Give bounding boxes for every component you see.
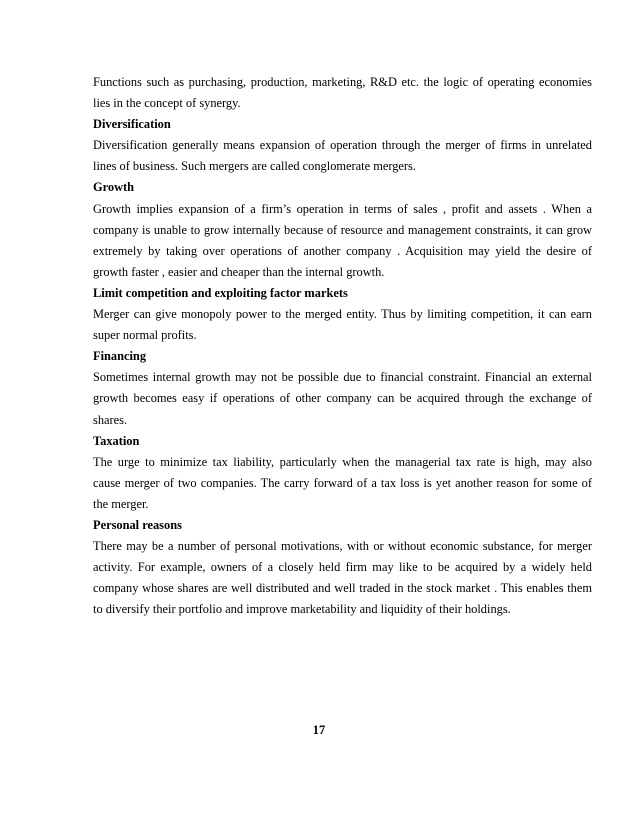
financing-paragraph <box>93 367 592 430</box>
taxation-paragraph <box>93 452 592 515</box>
text-line: company is unable to grow internally because of resource and management constraints, it can grow <box>93 222 592 237</box>
text-line: activity. For example, owners of a closely held firm may like to be acquired by a widely held <box>93 560 592 575</box>
text-line: company whose shares are well distributed and well traded in the stock market . This enables them <box>93 581 592 596</box>
text-line: There may be a number of personal motivations, with or without economic substance, for merger <box>93 539 592 554</box>
text-line: growth becomes easy if operations of other company can be acquired through the exchange of <box>93 391 592 406</box>
text-line: shares. <box>93 412 128 427</box>
section-heading-personal-reasons: Personal reasons <box>93 517 182 532</box>
text-line: the merger. <box>93 496 149 511</box>
intro-paragraph <box>93 72 592 114</box>
page-number: 17 <box>312 723 326 737</box>
text-line: super normal profits. <box>93 328 197 343</box>
text-line: Growth implies expansion of a firm’s operation in terms of sales , profit and assets . When a <box>93 201 592 216</box>
text-line: Merger can give monopoly power to the merged entity. Thus by limiting competition, it can earn <box>93 307 592 322</box>
text-line: The urge to minimize tax liability, particularly when the managerial tax rate is high, may also <box>93 454 592 469</box>
section-heading-growth: Growth <box>93 180 135 195</box>
text-line: cause merger of two companies. The carry forward of a tax loss is yet another reason for some of <box>93 475 592 490</box>
text-line: extremely by taking over operations of another company . Acquisition may yield the desire of <box>93 243 592 258</box>
text-line: growth faster , easier and cheaper than the internal growth. <box>93 264 385 279</box>
limit-competition-paragraph <box>93 304 592 346</box>
text-line: Functions such as purchasing, production, marketing, R&D etc. the logic of operating economies <box>93 75 592 89</box>
section-heading-limit-competition: Limit competition and exploiting factor markets <box>93 285 348 300</box>
text-line: Diversification generally means expansion of operation through the merger of firms in unrelated <box>93 138 592 153</box>
section-heading-diversification: Diversification <box>93 117 171 132</box>
document-body <box>93 72 592 620</box>
text-line: lies in the concept of synergy. <box>93 96 241 111</box>
section-heading-taxation: Taxation <box>93 433 140 448</box>
growth-paragraph <box>93 199 592 283</box>
personal-reasons-paragraph <box>93 536 592 620</box>
text-line: Sometimes internal growth may not be possible due to financial constraint. Financial an external <box>93 370 592 385</box>
section-heading-financing: Financing <box>93 349 147 364</box>
text-line: to diversify their portfolio and improve marketability and liquidity of their holdings. <box>93 602 511 617</box>
diversification-paragraph <box>93 135 592 177</box>
text-line: lines of business. Such mergers are called conglomerate mergers. <box>93 159 416 174</box>
